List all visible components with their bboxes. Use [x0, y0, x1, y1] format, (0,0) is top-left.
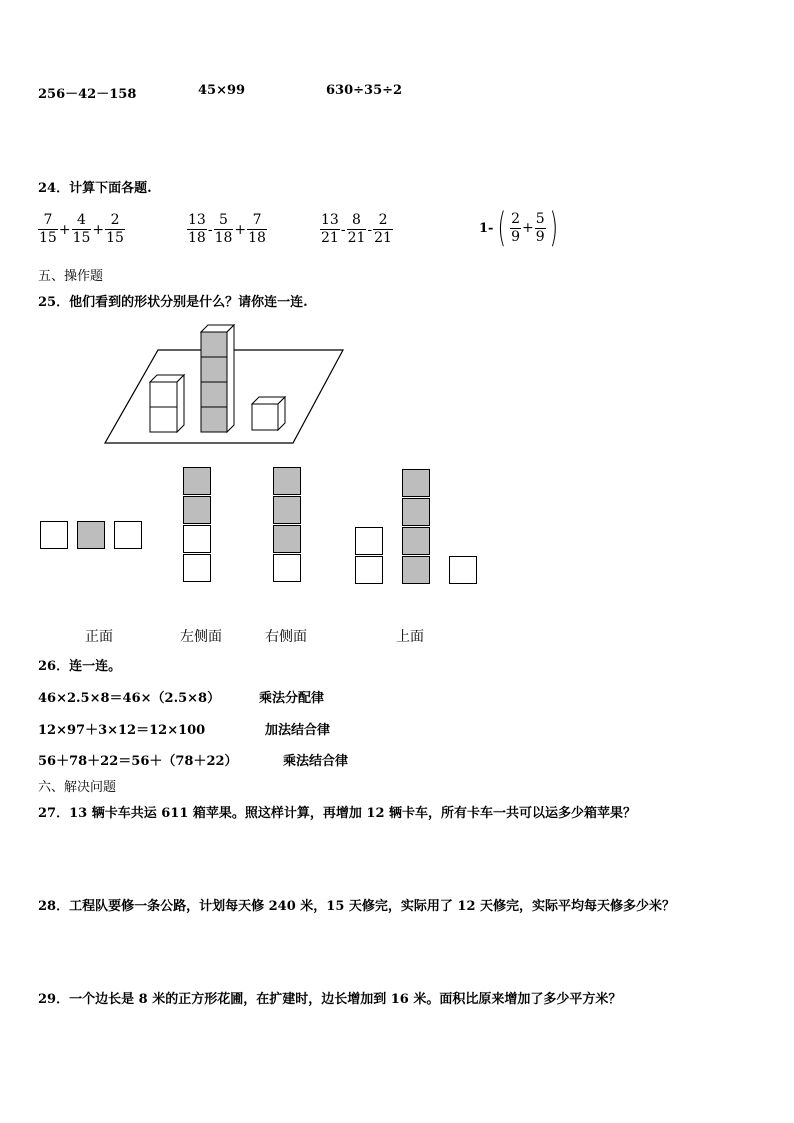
view-label-front: 正面 [85, 629, 113, 645]
q24-expression-2 [187, 212, 267, 247]
view-square-gray [183, 467, 211, 495]
operator: - [340, 221, 346, 238]
view-square-gray [273, 496, 301, 524]
view-label-top: 上面 [396, 629, 424, 645]
view-square [449, 556, 477, 584]
view-square-gray [402, 527, 430, 555]
view-square [114, 521, 142, 549]
view-square [40, 521, 68, 549]
fraction: $\frac{7}{18}$ [248, 212, 266, 246]
q26-law-3: 乘法结合律 [283, 754, 349, 769]
view-square [355, 556, 383, 584]
fraction: $\frac{13}{18}$ [188, 212, 206, 246]
calc-expression-1: 256－42－158 [38, 87, 137, 102]
view-square-gray [273, 525, 301, 553]
view-square-gray [402, 498, 430, 526]
view-square-gray [402, 469, 430, 497]
view-square [355, 527, 383, 555]
right-paren: ) [549, 205, 558, 251]
view-label-right: 右侧面 [265, 629, 307, 645]
fraction: $\frac{2}{21}$ [374, 212, 392, 246]
fraction: $\frac{4}{15}$ [72, 212, 91, 246]
q29-text: 29．一个边长是 8 米的正方形花圃，在扩建时，边长增加到 16 米。面积比原来增加了多少平方米？ [38, 992, 622, 1007]
section-5-heading: 五、操作题 [38, 269, 104, 284]
view-square-gray [77, 521, 105, 549]
operator: + [234, 221, 247, 238]
q25-title: 25．他们看到的形状分别是什么？请你连一连. [38, 295, 308, 310]
fraction: $\frac{7}{15}$ [39, 212, 57, 246]
view-square-gray [273, 467, 301, 495]
section-6-heading: 六、解决问题 [38, 780, 117, 795]
view-square-gray [183, 496, 211, 524]
q24-title: 24．计算下面各题. [38, 181, 152, 196]
q24-expression-1 [38, 212, 125, 247]
lead-term: 1- [479, 220, 494, 236]
fraction: $\frac{2}{9}$ [511, 210, 520, 245]
view-square [273, 554, 301, 582]
q26-law-1: 乘法分配律 [259, 691, 325, 706]
q24-expression-4 [478, 205, 561, 251]
calc-expression-3: 630÷35÷2 [326, 83, 403, 98]
q24-expression-3 [320, 212, 393, 247]
fraction: $\frac{2}{15}$ [106, 212, 124, 246]
view-square [183, 554, 211, 582]
fraction: $\frac{8}{21}$ [347, 212, 366, 246]
q26-title: 26．连一连。 [38, 659, 122, 674]
q26-equation-3: 56＋78＋22＝56＋（78＋22） [38, 754, 238, 769]
operator: + [92, 221, 105, 238]
calc-expression-2: 45×99 [198, 83, 246, 98]
operator: + [521, 220, 534, 236]
operator: + [58, 221, 71, 238]
q26-law-2: 加法结合律 [265, 723, 331, 738]
fraction: $\frac{5}{18}$ [214, 212, 233, 246]
view-label-left: 左侧面 [180, 629, 222, 645]
view-square [183, 525, 211, 553]
q27-text: 27．13 辆卡车共运 611 箱苹果。照这样计算，再增加 12 辆卡车，所有卡车一共可以运多少箱苹果？ [38, 806, 637, 821]
fraction: $\frac{5}{9}$ [535, 210, 545, 245]
q26-equation-1: 46×2.5×8＝46×（2.5×8） [38, 691, 221, 706]
view-square-gray [402, 556, 430, 584]
cube-arrangement-illustration [100, 320, 350, 446]
fraction: $\frac{13}{21}$ [321, 212, 339, 246]
operator: - [367, 221, 373, 238]
operator: - [207, 221, 213, 238]
left-paren: ( [497, 205, 507, 251]
q26-equation-2: 12×97＋3×12＝12×100 [38, 723, 206, 738]
q28-text: 28．工程队要修一条公路，计划每天修 240 米，15 天修完，实际用了 12 天修完，实际平均每天修多少米？ [38, 899, 676, 914]
